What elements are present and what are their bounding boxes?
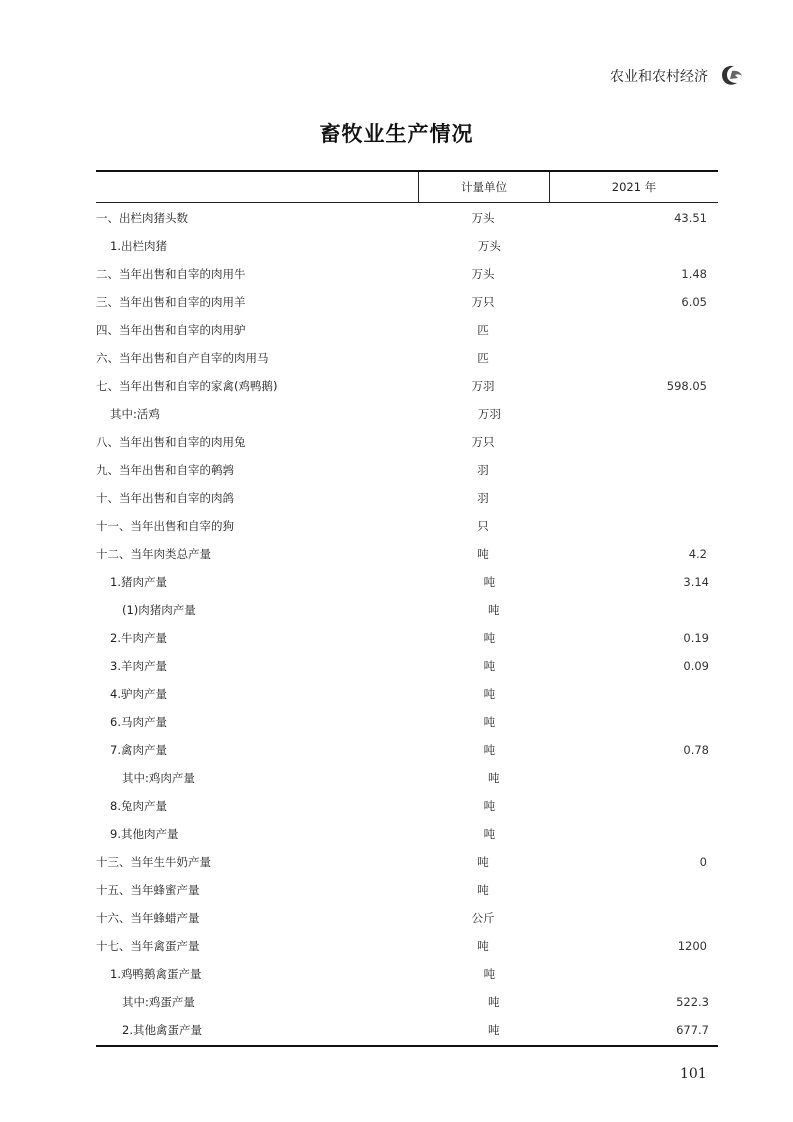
column-header-unit: 计量单位 bbox=[418, 172, 550, 202]
column-header-year: 2021 年 bbox=[611, 180, 657, 194]
row-unit: 吨 bbox=[477, 883, 489, 897]
row-value: 1.48 bbox=[681, 267, 707, 281]
row-item-label: 1.鸡鸭鹅禽蛋产量 bbox=[110, 967, 202, 981]
row-unit: 吨 bbox=[483, 827, 496, 841]
table-body bbox=[96, 203, 718, 1044]
table-header bbox=[96, 172, 718, 203]
row-item-label: 1.猪肉产量 bbox=[110, 575, 167, 589]
row-item-label: 其中:活鸡 bbox=[110, 407, 160, 421]
row-item-label: 三、当年出售和自宰的肉用羊 bbox=[96, 295, 246, 309]
row-unit: 万头 bbox=[471, 267, 495, 281]
row-item-label: 十五、当年蜂蜜产量 bbox=[96, 883, 200, 897]
row-unit: 万羽 bbox=[471, 379, 495, 393]
row-unit: 吨 bbox=[477, 855, 489, 869]
row-item-label: 7.禽肉产量 bbox=[110, 743, 167, 757]
table-row bbox=[96, 540, 718, 568]
row-value: 0 bbox=[699, 855, 707, 869]
row-item-label: 十二、当年肉类总产量 bbox=[96, 547, 211, 561]
row-unit: 万只 bbox=[471, 435, 495, 449]
row-item-label: 七、当年出售和自宰的家禽(鸡鸭鹅) bbox=[96, 379, 278, 393]
table-row bbox=[96, 848, 718, 876]
row-unit: 吨 bbox=[483, 743, 496, 757]
table-row bbox=[96, 764, 718, 792]
row-unit: 吨 bbox=[488, 995, 500, 1009]
row-unit: 羽 bbox=[477, 463, 489, 477]
table-row bbox=[96, 876, 718, 904]
row-item-label: 其中:鸡肉产量 bbox=[122, 771, 195, 785]
table-row bbox=[96, 568, 718, 596]
row-unit: 吨 bbox=[488, 771, 500, 785]
table-row bbox=[96, 680, 718, 708]
row-value: 0.19 bbox=[683, 631, 709, 645]
row-unit: 吨 bbox=[483, 659, 496, 673]
table-row bbox=[96, 596, 718, 624]
row-unit: 吨 bbox=[483, 575, 496, 589]
row-unit: 吨 bbox=[483, 799, 496, 813]
row-unit: 吨 bbox=[483, 967, 496, 981]
row-value: 4.2 bbox=[688, 547, 707, 561]
table-bottom-rule bbox=[96, 1045, 718, 1047]
table-row bbox=[96, 372, 718, 400]
column-header-item bbox=[96, 172, 418, 202]
row-unit: 万头 bbox=[471, 211, 495, 225]
page-title: 畜牧业生产情况 bbox=[319, 122, 474, 146]
row-unit: 吨 bbox=[483, 715, 496, 729]
row-unit: 吨 bbox=[483, 687, 496, 701]
table-row bbox=[96, 232, 718, 260]
row-item-label: 六、当年出售和自产自宰的肉用马 bbox=[96, 351, 269, 365]
table-row bbox=[96, 792, 718, 820]
table-row bbox=[96, 820, 718, 848]
table-row bbox=[96, 260, 718, 288]
livestock-table bbox=[96, 170, 718, 1047]
row-item-label: 八、当年出售和自宰的肉用兔 bbox=[96, 435, 246, 449]
table-row bbox=[96, 456, 718, 484]
row-unit: 吨 bbox=[477, 939, 489, 953]
table-row bbox=[96, 988, 718, 1016]
section-logo-icon bbox=[716, 62, 746, 88]
row-value: 6.05 bbox=[681, 295, 707, 309]
page-number: 101 bbox=[680, 1066, 707, 1082]
row-value: 0.78 bbox=[683, 743, 709, 757]
row-unit: 匹 bbox=[477, 323, 489, 337]
row-value: 522.3 bbox=[676, 995, 709, 1009]
table-row bbox=[96, 960, 718, 988]
row-value: 0.09 bbox=[683, 659, 709, 673]
row-item-label: 6.马肉产量 bbox=[110, 715, 167, 729]
row-item-label: 1.出栏肉猪 bbox=[110, 239, 167, 253]
row-value: 598.05 bbox=[666, 379, 707, 393]
row-unit: 吨 bbox=[483, 631, 496, 645]
table-row bbox=[96, 1016, 718, 1044]
table-row bbox=[96, 624, 718, 652]
table-row bbox=[96, 484, 718, 512]
row-item-label: (1)肉猪肉产量 bbox=[122, 603, 196, 617]
row-unit: 吨 bbox=[488, 1023, 500, 1037]
row-item-label: 九、当年出售和自宰的鹌鹑 bbox=[96, 463, 234, 477]
row-item-label: 2.其他禽蛋产量 bbox=[122, 1023, 202, 1037]
row-item-label: 十一、当年出售和自宰的狗 bbox=[96, 519, 234, 533]
row-value: 43.51 bbox=[674, 211, 707, 225]
table-row bbox=[96, 288, 718, 316]
row-unit: 公斤 bbox=[471, 911, 495, 925]
table-row bbox=[96, 512, 718, 540]
row-item-label: 2.牛肉产量 bbox=[110, 631, 167, 645]
table-row bbox=[96, 428, 718, 456]
row-item-label: 一、出栏肉猪头数 bbox=[96, 211, 188, 225]
table-row bbox=[96, 932, 718, 960]
row-unit: 只 bbox=[477, 519, 489, 533]
row-value: 1200 bbox=[677, 939, 707, 953]
row-unit: 万羽 bbox=[477, 407, 501, 421]
row-unit: 万头 bbox=[477, 239, 501, 253]
table-row bbox=[96, 344, 718, 372]
row-item-label: 十七、当年禽蛋产量 bbox=[96, 939, 200, 953]
row-unit: 万只 bbox=[471, 295, 495, 309]
row-item-label: 9.其他肉产量 bbox=[110, 827, 179, 841]
row-unit: 匹 bbox=[477, 351, 489, 365]
table-row bbox=[96, 652, 718, 680]
row-unit: 羽 bbox=[477, 491, 489, 505]
row-item-label: 十三、当年生牛奶产量 bbox=[96, 855, 211, 869]
row-item-label: 十、当年出售和自宰的肉鸽 bbox=[96, 491, 234, 505]
row-value: 3.14 bbox=[683, 575, 709, 589]
row-item-label: 四、当年出售和自宰的肉用驴 bbox=[96, 323, 246, 337]
row-item-label: 3.羊肉产量 bbox=[110, 659, 167, 673]
table-row bbox=[96, 400, 718, 428]
table-row bbox=[96, 204, 718, 232]
table-row bbox=[96, 736, 718, 764]
row-item-label: 十六、当年蜂蜡产量 bbox=[96, 911, 200, 925]
section-title: 农业和农村经济 bbox=[610, 69, 708, 85]
row-item-label: 8.兔肉产量 bbox=[110, 799, 167, 813]
row-item-label: 其中:鸡蛋产量 bbox=[122, 995, 195, 1009]
table-row bbox=[96, 708, 718, 736]
row-item-label: 二、当年出售和自宰的肉用牛 bbox=[96, 267, 246, 281]
row-unit: 吨 bbox=[488, 603, 500, 617]
table-row bbox=[96, 316, 718, 344]
table-row bbox=[96, 904, 718, 932]
row-item-label: 4.驴肉产量 bbox=[110, 687, 167, 701]
row-unit: 吨 bbox=[477, 547, 489, 561]
row-value: 677.7 bbox=[676, 1023, 709, 1037]
